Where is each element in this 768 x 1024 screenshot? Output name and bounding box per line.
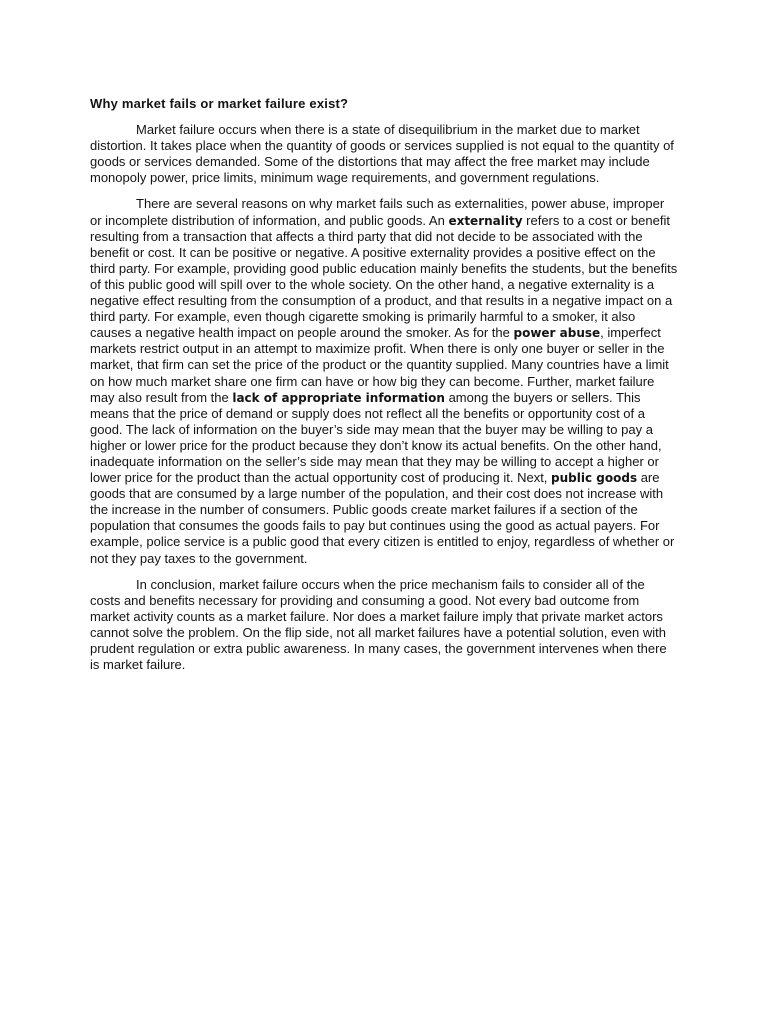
term-public-goods: public goods [551,471,638,486]
document-heading: Why market fails or market failure exist? [90,96,349,111]
paragraph-text: There are several reasons on why market fails such as externalities, power abuse, improper or incomplete distribution of information, and public goods. An [90,196,665,228]
paragraph-text: , imperfect markets restrict output in an attempt to maximize profit. When there is only one buyer or seller in the market, that firm can set the price of the product or the quantity supplied. Many countries have a limit on how much market share one firm can have or how big they can become. Further, market failure may also result from the [90,325,669,405]
paragraph-text: Market failure occurs when there is a state of disequilibrium in the market due to market distortion. It takes place when the quantity of goods or services supplied is not equal to the quantity of goods or services demanded. Some of the distortions that may affect the free market may include monopoly power, price limits, minimum wage requirements, and government regulations. [90,122,674,186]
term-externality: externality [448,213,523,228]
document-page [90,96,678,683]
paragraph-reasons [90,196,678,566]
term-lack-of-information: lack of appropriate information [232,390,445,405]
paragraph-text: refers to a cost or benefit resulting from a transaction that affects a third party that did not decide to be associated with the benefit or cost. It can be positive or negative. A positive externality provides a positive effect on the third party. For example, providing good public education mainly benefits the students, but the benefits of this public good will spill over to the whole society. On the other hand, a negative externality is a negative effect resulting from the consumption of a product, and that results in a negative impact on a third party. For example, even though cigarette smoking is primarily harmful to a smoker, it also causes a negative health impact on people around the smoker. As for the [90,212,678,341]
paragraph-intro [90,122,678,186]
paragraph-text: are goods that are consumed by a large number of the population, and their cost does not increase with the increase in the number of consumers. Public goods create market failures if a section of the population that consumes the goods fails to pay but continues using the good as actual payers. For example, police service is a public good that every citizen is entitled to enjoy, regardless of whether or not they pay taxes to the government. [90,470,675,566]
term-power-abuse: power abuse [513,326,601,341]
paragraph-text: among the buyers or sellers. This means that the price of demand or supply does not reflect all the benefits or opportunity cost of a good. The lack of information on the buyer’s side may mean that the buyer may be willing to pay a higher or lower price for the product because they don’t know its actual benefits. On the other hand, inadequate information on the seller’s side may mean that they may be willing to accept a higher or lower price for the product than the actual opportunity cost of producing it. Next, [90,389,662,486]
paragraph-text: In conclusion, market failure occurs when the price mechanism fails to consider all of the costs and benefits necessary for providing and consuming a good. Not every bad outcome from market activity counts as a market failure. Nor does a market failure imply that private market actors cannot solve the problem. On the flip side, not all market failures have a potential solution, even with prudent regulation or extra public awareness. In many cases, the government intervenes when there is market failure. [90,576,667,673]
paragraph-conclusion [90,577,678,674]
